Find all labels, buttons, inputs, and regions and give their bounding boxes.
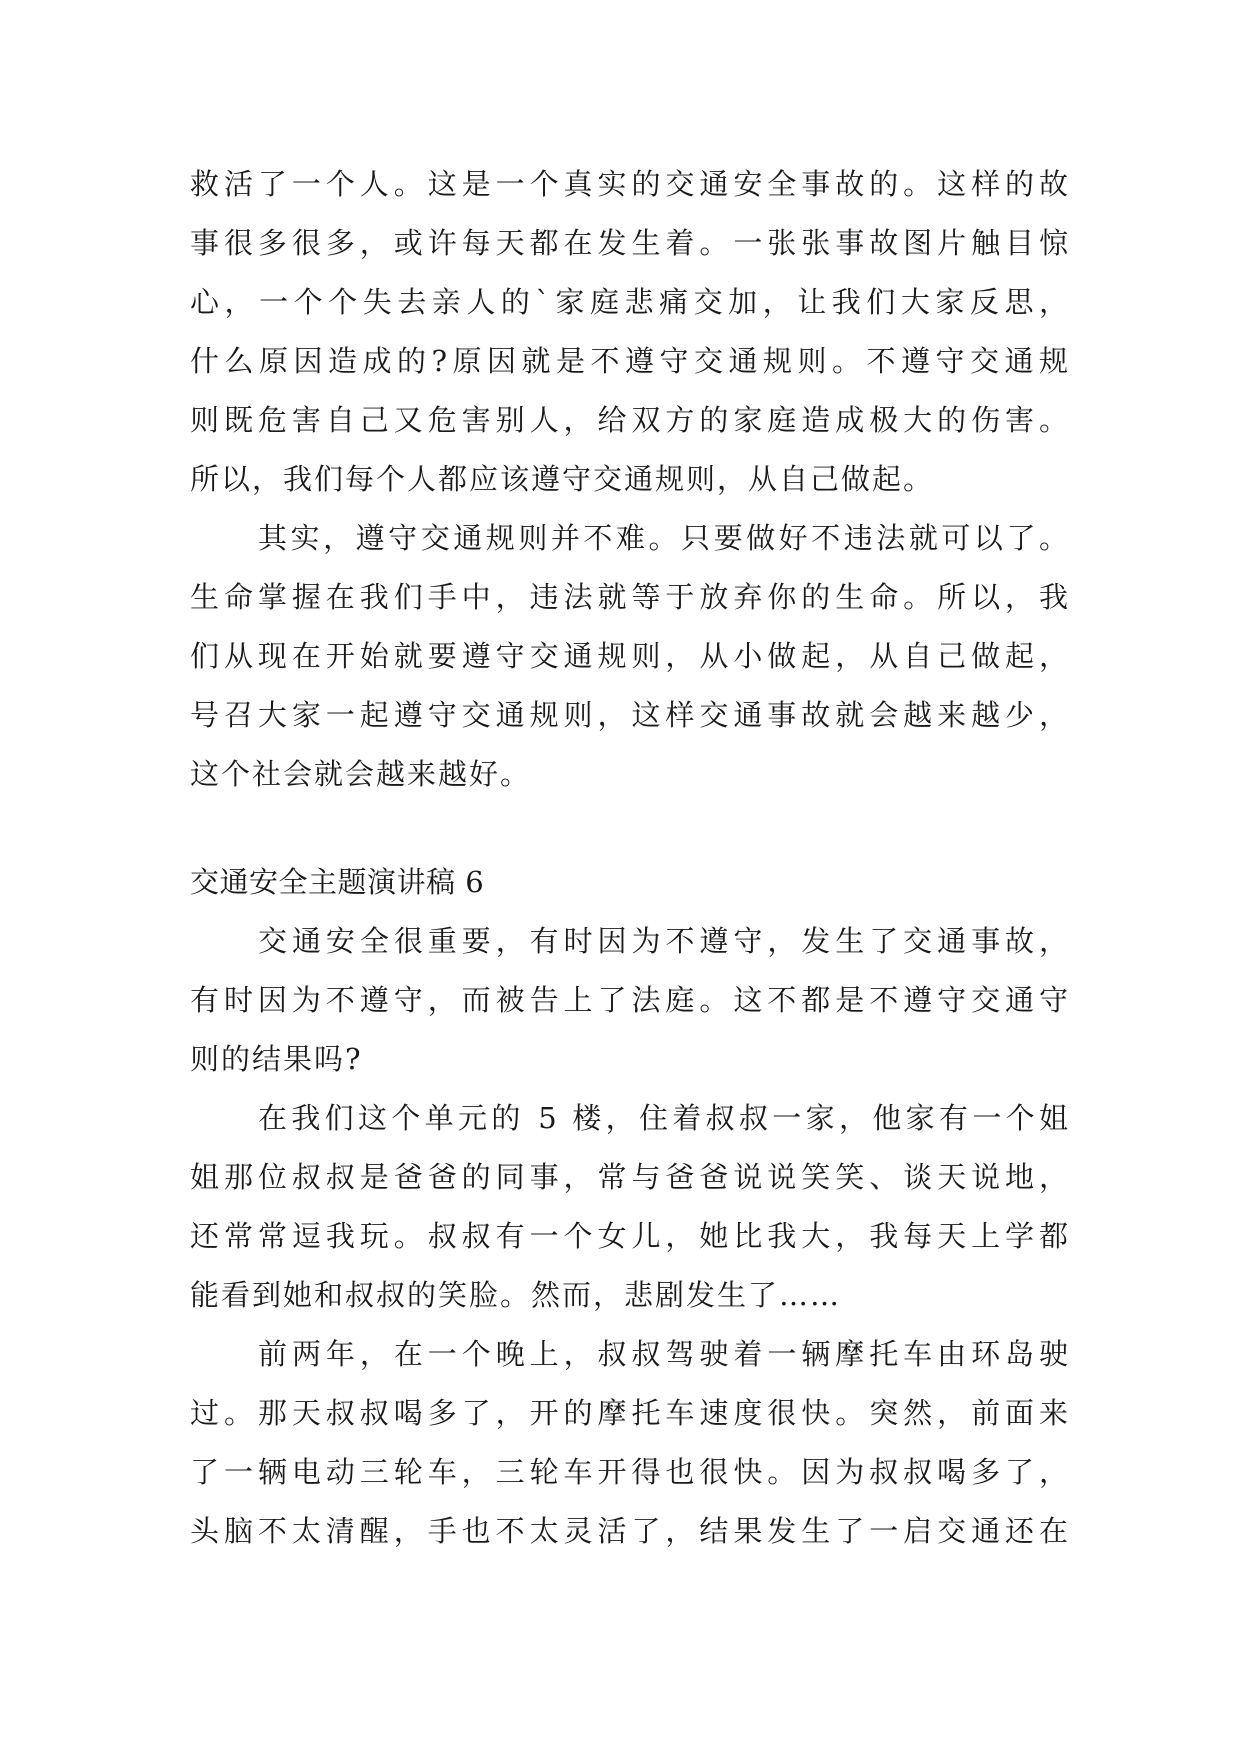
- paragraph-line: 还常常逗我玩。叔叔有一个女儿，她比我大，我每天上学都: [190, 1219, 1070, 1253]
- paragraph-line: 救活了一个人。这是一个真实的交通安全事故的。这样的故: [190, 167, 1070, 201]
- paragraph-line: 能看到她和叔叔的笑脸。然而，悲剧发生了……: [190, 1278, 842, 1312]
- paragraph-line: 则既危害自己又危害别人，给双方的家庭造成极大的伤害。: [190, 403, 1070, 437]
- paragraph-line: 姐那位叔叔是爸爸的同事，常与爸爸说说笑笑、谈天说地，: [190, 1160, 1070, 1194]
- paragraph-line: 其实，遵守交通规则并不难。只要做好不违法就可以了。: [258, 521, 1070, 555]
- paragraph-line: 事很多很多，或许每天都在发生着。一张张事故图片触目惊: [190, 226, 1070, 260]
- paragraph-line: 过。那天叔叔喝多了，开的摩托车速度很快。突然，前面来: [190, 1396, 1070, 1430]
- paragraph-line: 这个社会就会越来越好。: [190, 757, 532, 791]
- paragraph-line: 头脑不太清醒，手也不太灵活了，结果发生了一启交通还在: [190, 1514, 1070, 1548]
- paragraph-line: 们从现在开始就要遵守交通规则，从小做起，从自己做起，: [190, 639, 1070, 673]
- paragraph-line: 在我们这个单元的 5 楼，住着叔叔一家，他家有一个姐: [258, 1101, 1070, 1135]
- paragraph-line: 交通安全很重要，有时因为不遵守，发生了交通事故，: [258, 924, 1070, 958]
- paragraph-line: 什么原因造成的?原因就是不遵守交通规则。不遵守交通规: [190, 344, 1070, 378]
- paragraph-line: 心，一个个失去亲人的`家庭悲痛交加，让我们大家反思，: [190, 285, 1070, 319]
- paragraph-line: 了一辆电动三轮车，三轮车开得也很快。因为叔叔喝多了，: [190, 1455, 1070, 1489]
- paragraph-line: 所以，我们每个人都应该遵守交通规则，从自己做起。: [190, 462, 935, 496]
- paragraph-line: 则的结果吗?: [190, 1042, 363, 1076]
- section-heading: 交通安全主题演讲稿 6: [190, 865, 485, 899]
- paragraph-line: 生命掌握在我们手中，违法就等于放弃你的生命。所以，我: [190, 580, 1070, 614]
- paragraph-line: 有时因为不遵守，而被告上了法庭。这不都是不遵守交通守: [190, 983, 1070, 1017]
- paragraph-line: 前两年，在一个晚上，叔叔驾驶着一辆摩托车由环岛驶: [258, 1337, 1070, 1371]
- paragraph-line: 号召大家一起遵守交通规则，这样交通事故就会越来越少，: [190, 698, 1070, 732]
